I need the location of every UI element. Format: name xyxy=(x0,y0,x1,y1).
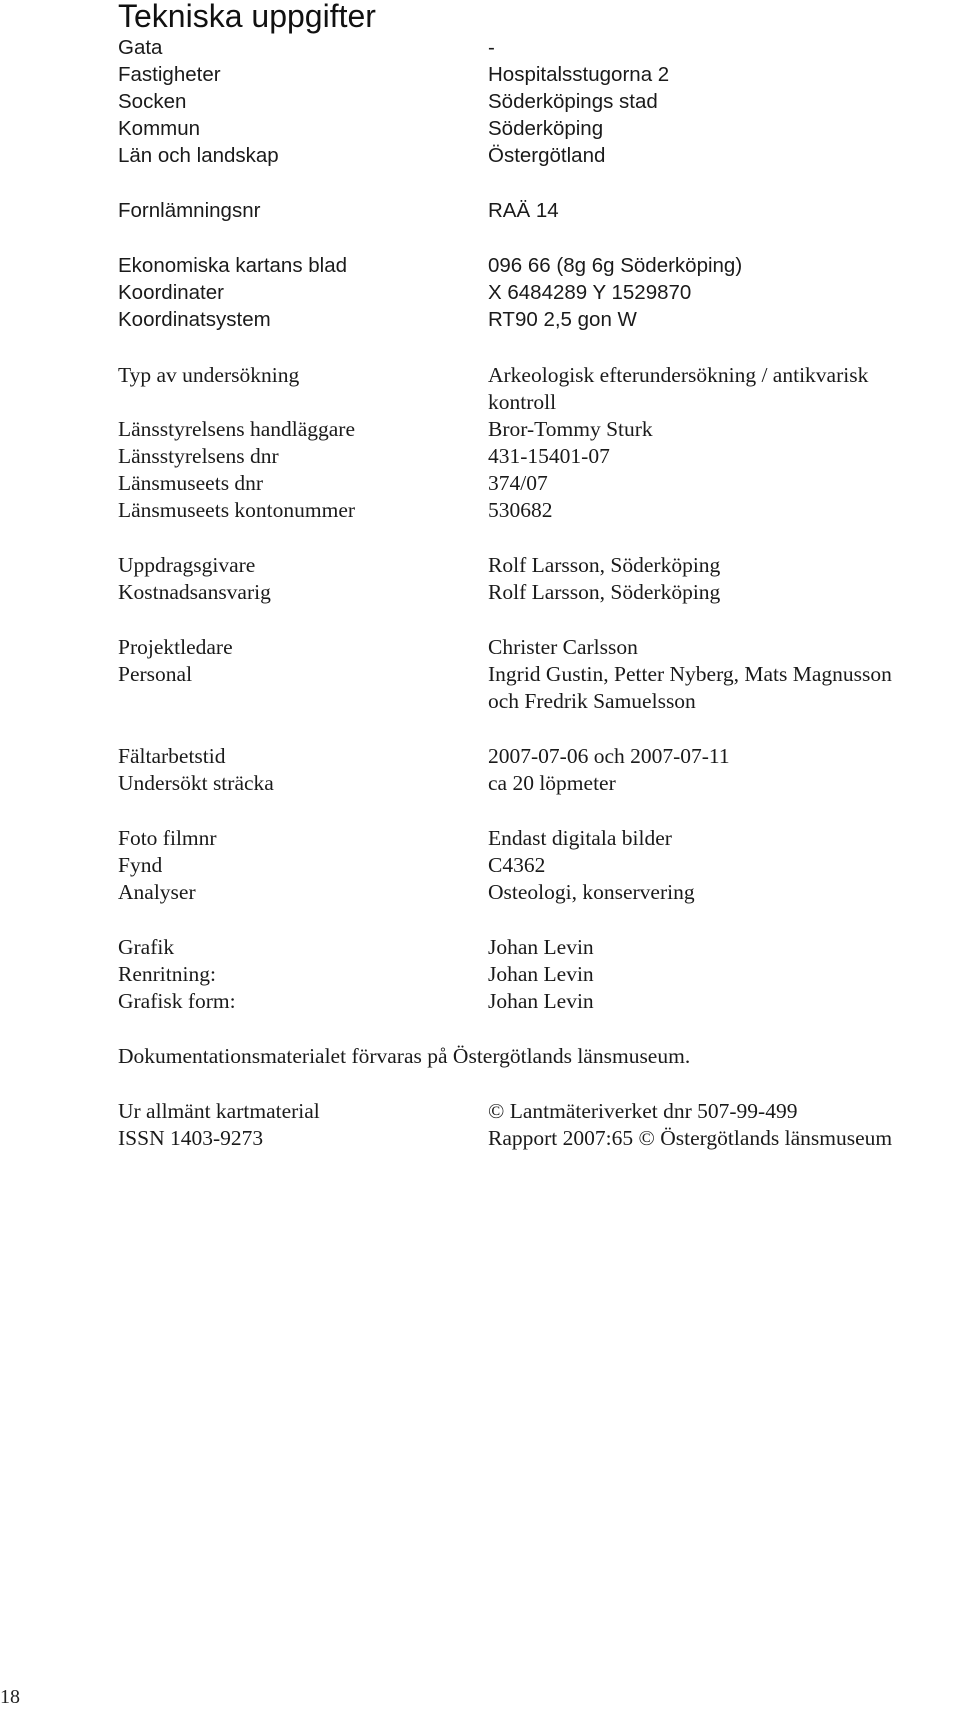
row-label: Typ av undersökning xyxy=(118,363,300,387)
info-row-kontonummer xyxy=(118,495,960,525)
info-row-renritning xyxy=(118,959,960,989)
credit-value: Rapport 2007:65 © Östergötlands länsmuseum xyxy=(488,1126,893,1150)
row-value: 431-15401-07 xyxy=(488,444,610,468)
row-label: Fornlämningsnr xyxy=(118,199,261,222)
credit-row-issn xyxy=(118,1123,960,1153)
row-value: Osteologi, konservering xyxy=(488,880,695,904)
info-row-stracka xyxy=(118,768,960,798)
row-label: Uppdragsgivare xyxy=(118,553,256,577)
info-row-lansmuseets-dnr xyxy=(118,468,960,498)
row-value: - xyxy=(488,36,495,59)
info-row-koordinatsystem xyxy=(118,305,960,335)
info-row-grafik xyxy=(118,932,960,962)
row-label: Länsstyrelsens dnr xyxy=(118,444,279,468)
row-value: Söderköpings stad xyxy=(488,90,658,113)
info-row-kostnadsansvarig xyxy=(118,577,960,607)
row-value: 374/07 xyxy=(488,471,548,495)
row-value: RT90 2,5 gon W xyxy=(488,308,637,331)
row-label: Kommun xyxy=(118,117,201,140)
row-label: Foto filmnr xyxy=(118,826,217,850)
row-value: C4362 xyxy=(488,853,546,877)
row-value: Bror-Tommy Sturk xyxy=(488,417,653,441)
row-value: Rolf Larsson, Söderköping xyxy=(488,580,721,604)
info-row-typ-continued xyxy=(118,387,960,417)
row-label: Grafik xyxy=(118,935,175,959)
info-row-fastigheter xyxy=(118,60,960,90)
storage-note-row xyxy=(118,1041,960,1071)
row-value: Johan Levin xyxy=(488,962,594,986)
row-label: Personal xyxy=(118,662,193,686)
info-row-faltarbetstid xyxy=(118,741,960,771)
row-value: Hospitalsstugorna 2 xyxy=(488,63,670,86)
info-row-lansstyrelsens-dnr xyxy=(118,441,960,471)
page-title: Tekniska uppgifter xyxy=(118,0,376,34)
info-row-typ xyxy=(118,360,960,390)
row-value: 530682 xyxy=(488,498,553,522)
credit-label: ISSN 1403-9273 xyxy=(118,1126,264,1150)
row-label: Renritning: xyxy=(118,962,216,986)
row-label: Gata xyxy=(118,36,163,59)
info-row-grafisk-form xyxy=(118,986,960,1016)
row-value: Söderköping xyxy=(488,117,604,140)
row-value: Johan Levin xyxy=(488,989,594,1013)
info-row-analyser xyxy=(118,877,960,907)
row-value: och Fredrik Samuelsson xyxy=(488,689,696,713)
row-label: Koordinater xyxy=(118,281,224,304)
info-row-kommun xyxy=(118,114,960,144)
info-row-lan xyxy=(118,141,960,171)
info-row-personal-continued xyxy=(118,686,960,716)
row-value: Rolf Larsson, Söderköping xyxy=(488,553,721,577)
row-value: Endast digitala bilder xyxy=(488,826,672,850)
info-row-socken xyxy=(118,87,960,117)
row-label: Koordinatsystem xyxy=(118,308,271,331)
row-label: Fältarbetstid xyxy=(118,744,226,768)
row-value: Arkeologisk efterundersökning / antikvarisk xyxy=(488,363,869,387)
row-value: Johan Levin xyxy=(488,935,594,959)
row-label: Grafisk form: xyxy=(118,989,236,1013)
row-label: Fynd xyxy=(118,853,163,877)
info-row-fynd xyxy=(118,850,960,880)
row-label: Analyser xyxy=(118,880,196,904)
row-value: X 6484289 Y 1529870 xyxy=(488,281,692,304)
row-label: Projektledare xyxy=(118,635,233,659)
row-label: Socken xyxy=(118,90,187,113)
info-row-gata xyxy=(118,33,960,63)
credit-value: © Lantmäteriverket dnr 507-99-499 xyxy=(488,1099,798,1123)
info-row-uppdragsgivare xyxy=(118,550,960,580)
row-label: Undersökt sträcka xyxy=(118,771,274,795)
row-value: kontroll xyxy=(488,390,557,414)
row-label: Länsmuseets dnr xyxy=(118,471,264,495)
storage-note: Dokumentationsmaterialet förvaras på Östergötlands länsmuseum. xyxy=(118,1044,691,1068)
row-value: Ingrid Gustin, Petter Nyberg, Mats Magnusson xyxy=(488,662,892,686)
info-row-fornlamningsnr xyxy=(118,196,960,226)
info-row-handlaggare xyxy=(118,414,960,444)
row-label: Län och landskap xyxy=(118,144,279,167)
info-row-projektledare xyxy=(118,632,960,662)
row-label: Länsstyrelsens handläggare xyxy=(118,417,356,441)
row-value: 2007-07-06 och 2007-07-11 xyxy=(488,744,730,768)
info-row-kartblad xyxy=(118,251,960,281)
info-row-personal xyxy=(118,659,960,689)
credit-label: Ur allmänt kartmaterial xyxy=(118,1099,320,1123)
row-label: Fastigheter xyxy=(118,63,221,86)
row-value: 096 66 (8g 6g Söderköping) xyxy=(488,254,743,277)
row-label: Ekonomiska kartans blad xyxy=(118,254,348,277)
info-row-koordinater xyxy=(118,278,960,308)
credit-row-kartmaterial xyxy=(118,1096,960,1126)
row-value: RAÄ 14 xyxy=(488,199,559,222)
info-row-foto xyxy=(118,823,960,853)
row-label: Länsmuseets kontonummer xyxy=(118,498,356,522)
row-value: Östergötland xyxy=(488,144,606,167)
row-value: Christer Carlsson xyxy=(488,635,638,659)
row-value: ca 20 löpmeter xyxy=(488,771,616,795)
page-number: 18 xyxy=(0,1686,20,1708)
row-label: Kostnadsansvarig xyxy=(118,580,271,604)
